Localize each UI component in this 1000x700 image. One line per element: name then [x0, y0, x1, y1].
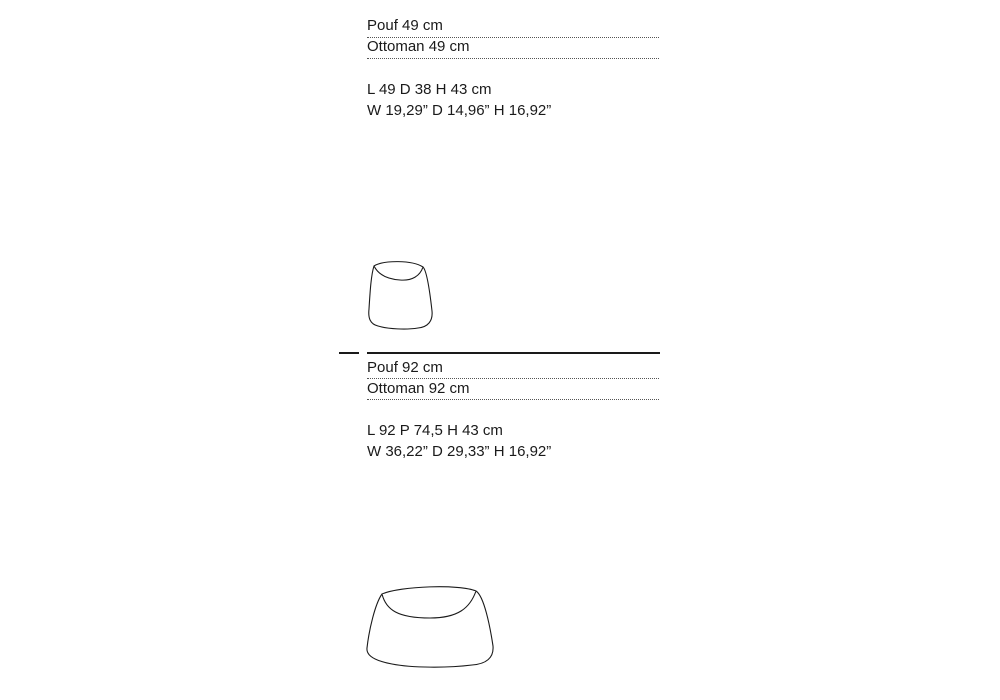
small-pouf-outline-icon [360, 255, 440, 335]
product-2-dimensions-cm: L 92 P 74,5 H 43 cm [367, 422, 503, 439]
product-1-name-en: Ottoman 49 cm [367, 38, 470, 55]
product-1-name-it: Pouf 49 cm [367, 17, 443, 34]
product-2-name-en: Ottoman 92 cm [367, 380, 470, 397]
product-1-dimensions-cm: L 49 D 38 H 43 cm [367, 81, 492, 98]
section-divider [367, 352, 660, 354]
section-marker-dash [339, 352, 359, 354]
product-2-dimensions-in: W 36,22” D 29,33” H 16,92” [367, 443, 552, 460]
large-pouf-outline-icon [360, 582, 500, 674]
product-2-divider-top [367, 378, 659, 379]
product-1-dimensions-in: W 19,29” D 14,96” H 16,92” [367, 102, 552, 119]
product-1-divider-bottom [367, 58, 659, 59]
product-2-name-it: Pouf 92 cm [367, 359, 443, 376]
product-2-divider-bottom [367, 399, 659, 400]
